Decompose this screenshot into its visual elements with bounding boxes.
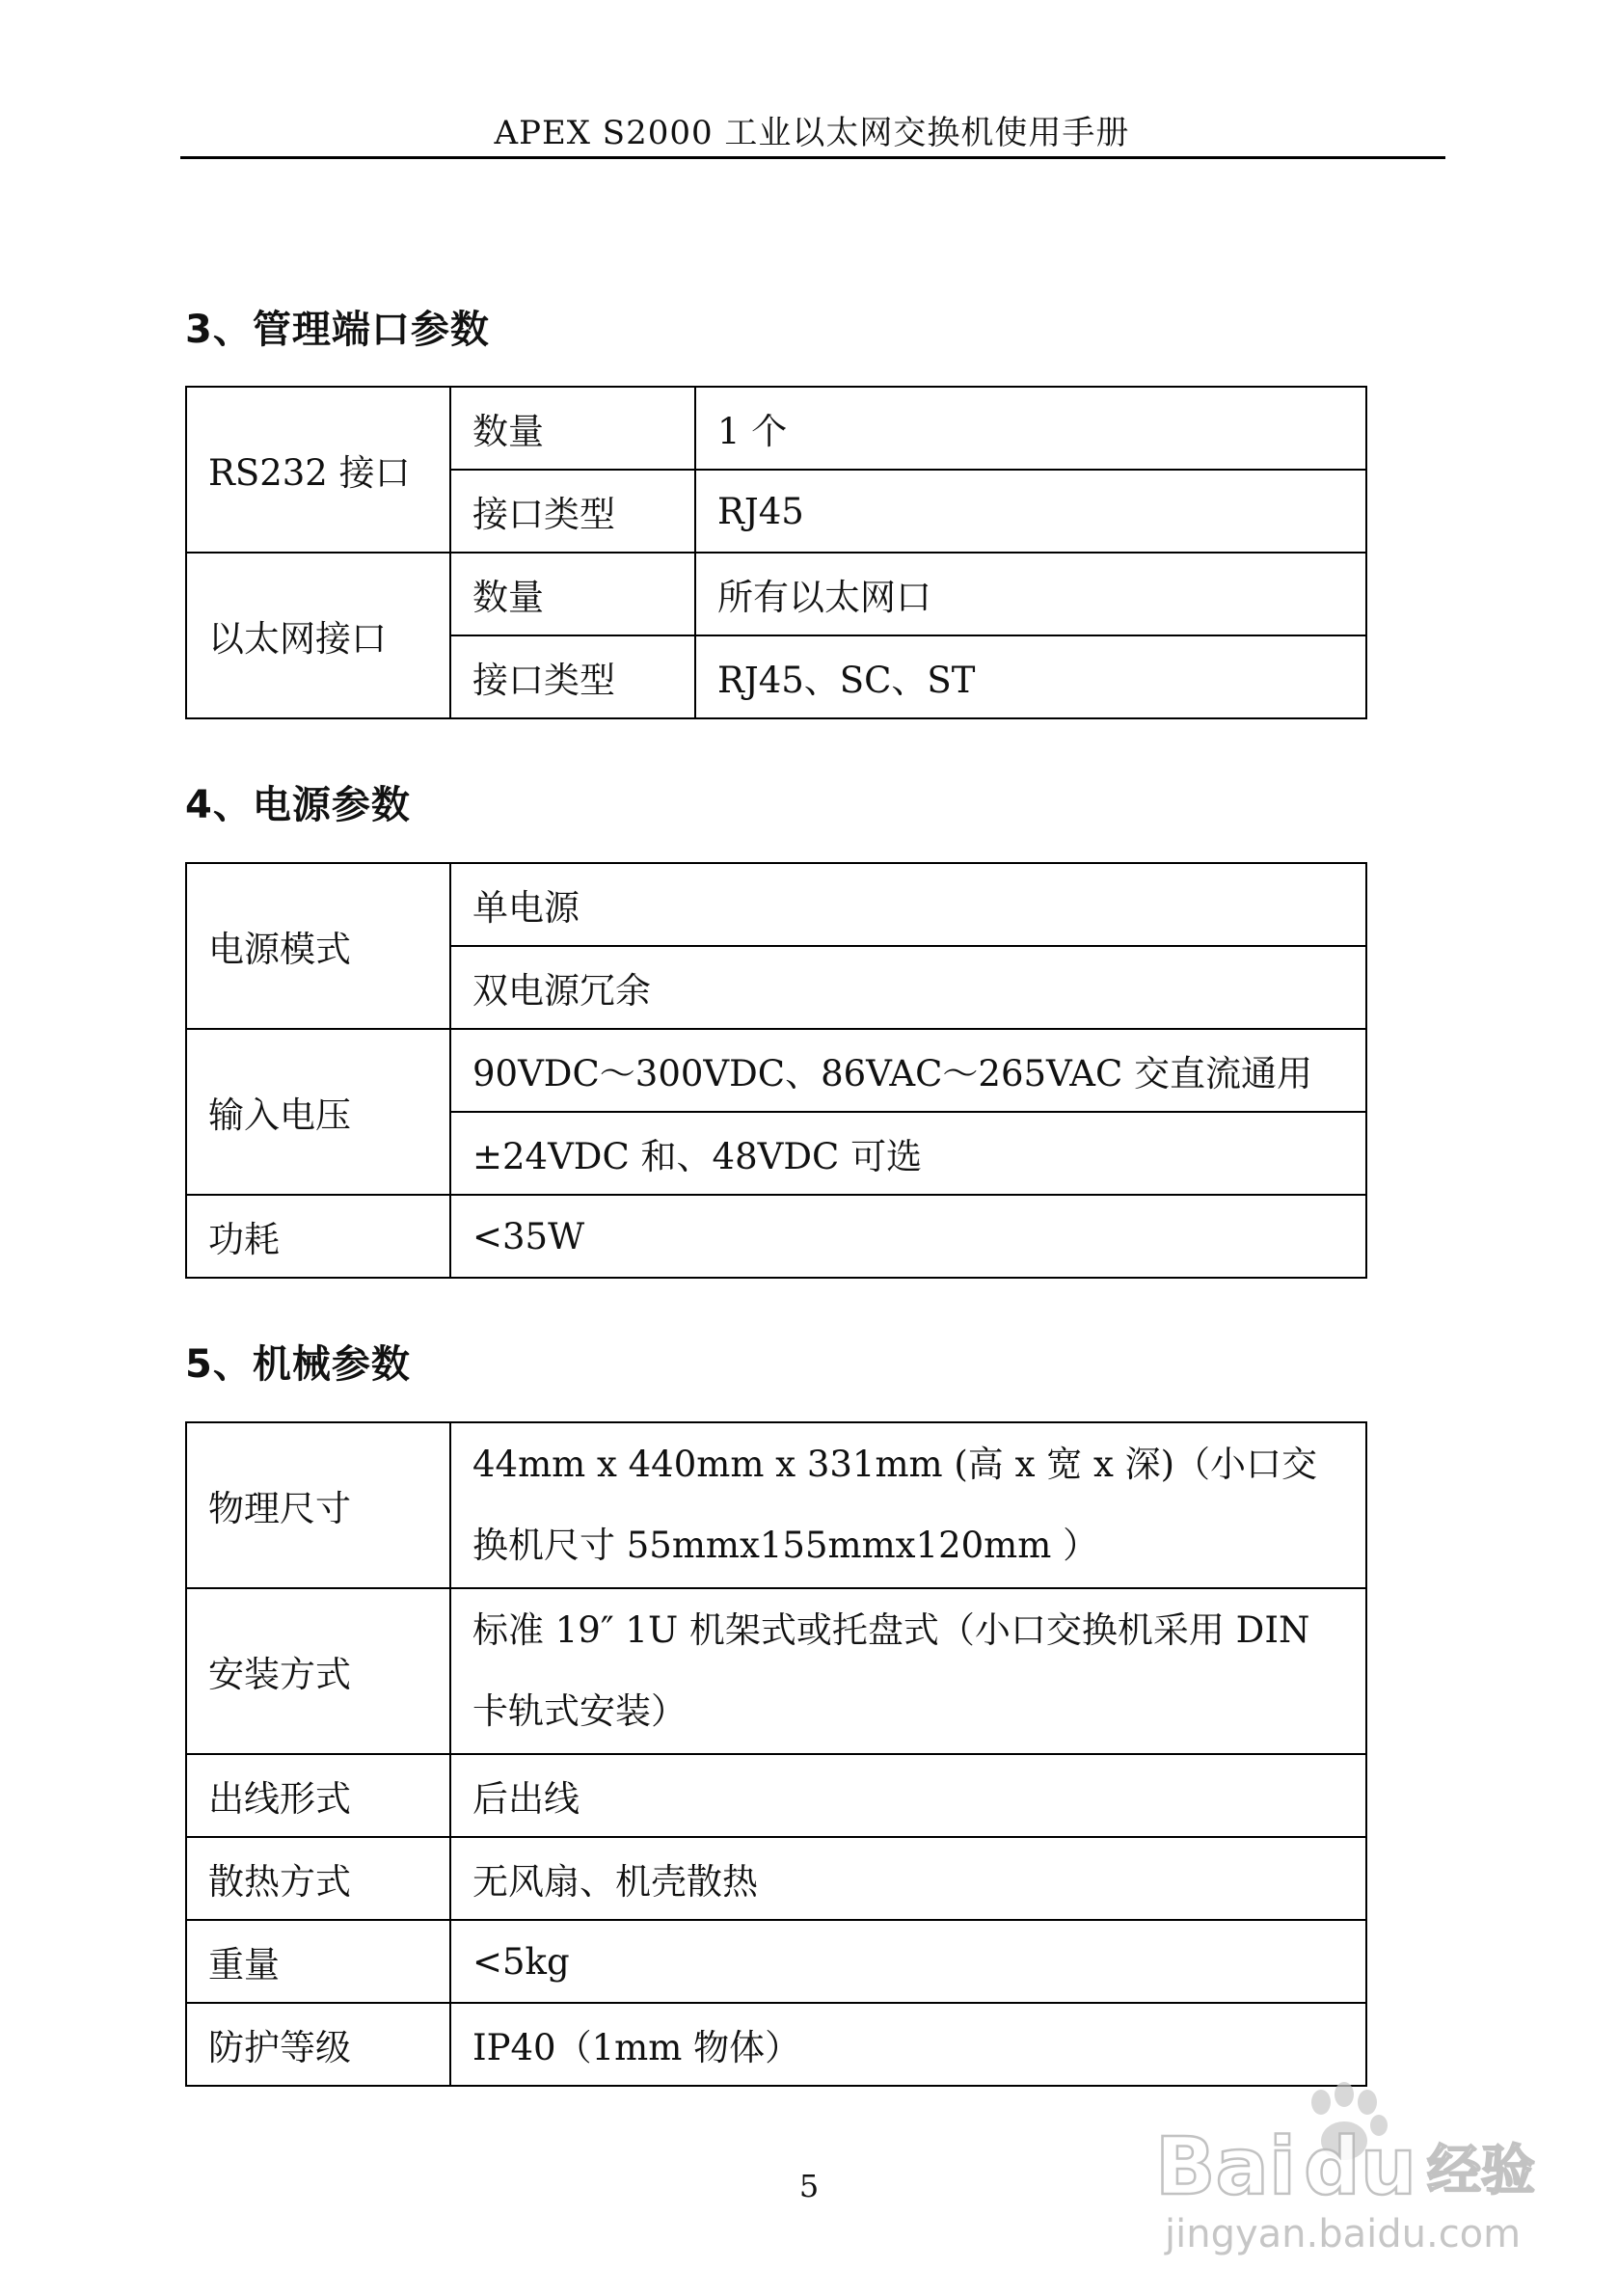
param-key: 接口类型 — [450, 470, 695, 553]
header-rule — [180, 156, 1445, 159]
param-value: <5kg — [450, 1920, 1366, 2003]
table-row — [186, 863, 1366, 946]
table-row — [186, 1029, 1366, 1112]
param-value: 所有以太网口 — [695, 553, 1366, 635]
svg-text:du: du — [1304, 2121, 1417, 2213]
power-table — [185, 862, 1367, 1279]
param-value: RJ45 — [695, 470, 1366, 553]
param-value: 双电源冗余 — [450, 946, 1366, 1029]
document-header: APEX S2000 工业以太网交换机使用手册 — [494, 114, 1130, 152]
row-label: 物理尺寸 — [186, 1422, 450, 1588]
param-key: 接口类型 — [450, 635, 695, 718]
param-value: RJ45、SC、ST — [695, 635, 1366, 718]
table-row — [186, 1195, 1366, 1278]
management-ports-table — [185, 386, 1367, 719]
section-heading-mechanical: 5、机械参数 — [185, 1342, 411, 1387]
table-row — [186, 1754, 1366, 1837]
table-row — [186, 1920, 1366, 2003]
table-row — [186, 1837, 1366, 1920]
row-label: 防护等级 — [186, 2003, 450, 2086]
param-value: 90VDC～300VDC、86VAC～265VAC 交直流通用 — [450, 1029, 1366, 1112]
row-label: 功耗 — [186, 1195, 450, 1278]
param-value: <35W — [450, 1195, 1366, 1278]
param-value: 单电源 — [450, 863, 1366, 946]
row-label: 输入电压 — [186, 1029, 450, 1195]
page-number: 5 — [798, 2168, 820, 2204]
row-label: 出线形式 — [186, 1754, 450, 1837]
param-key: 数量 — [450, 387, 695, 470]
row-label: 安装方式 — [186, 1588, 450, 1754]
row-label: 电源模式 — [186, 863, 450, 1029]
param-value: 无风扇、机壳散热 — [450, 1837, 1366, 1920]
param-key: 数量 — [450, 553, 695, 635]
svg-text:经验: 经验 — [1427, 2140, 1535, 2202]
row-label: 散热方式 — [186, 1837, 450, 1920]
table-row — [186, 1588, 1366, 1754]
param-value: 1 个 — [695, 387, 1366, 470]
section-heading-management-ports: 3、管理端口参数 — [185, 308, 490, 352]
param-value: ±24VDC 和、48VDC 可选 — [450, 1112, 1366, 1195]
svg-text:Bai: Bai — [1155, 2121, 1296, 2213]
table-row — [186, 387, 1366, 470]
table-row — [186, 553, 1366, 635]
table-row — [186, 1422, 1366, 1588]
row-label: RS232 接口 — [186, 387, 450, 553]
param-value: 标准 19″ 1U 机架式或托盘式（小口交换机采用 DIN 卡轨式安装） — [450, 1588, 1366, 1754]
mechanical-table — [185, 1421, 1367, 2087]
baidu-jingyan-watermark-logo — [1147, 2073, 1552, 2266]
param-value: 后出线 — [450, 1754, 1366, 1837]
param-value: 44mm x 440mm x 331mm (高 x 宽 x 深)（小口交换机尺寸 55mmx155mmx120mm ） — [450, 1422, 1366, 1588]
section-heading-power: 4、电源参数 — [185, 783, 411, 827]
row-label: 重量 — [186, 1920, 450, 2003]
param-value: IP40（1mm 物体） — [450, 2003, 1366, 2086]
row-label: 以太网接口 — [186, 553, 450, 718]
svg-text:jingyan.baidu.com: jingyan.baidu.com — [1165, 2212, 1522, 2256]
